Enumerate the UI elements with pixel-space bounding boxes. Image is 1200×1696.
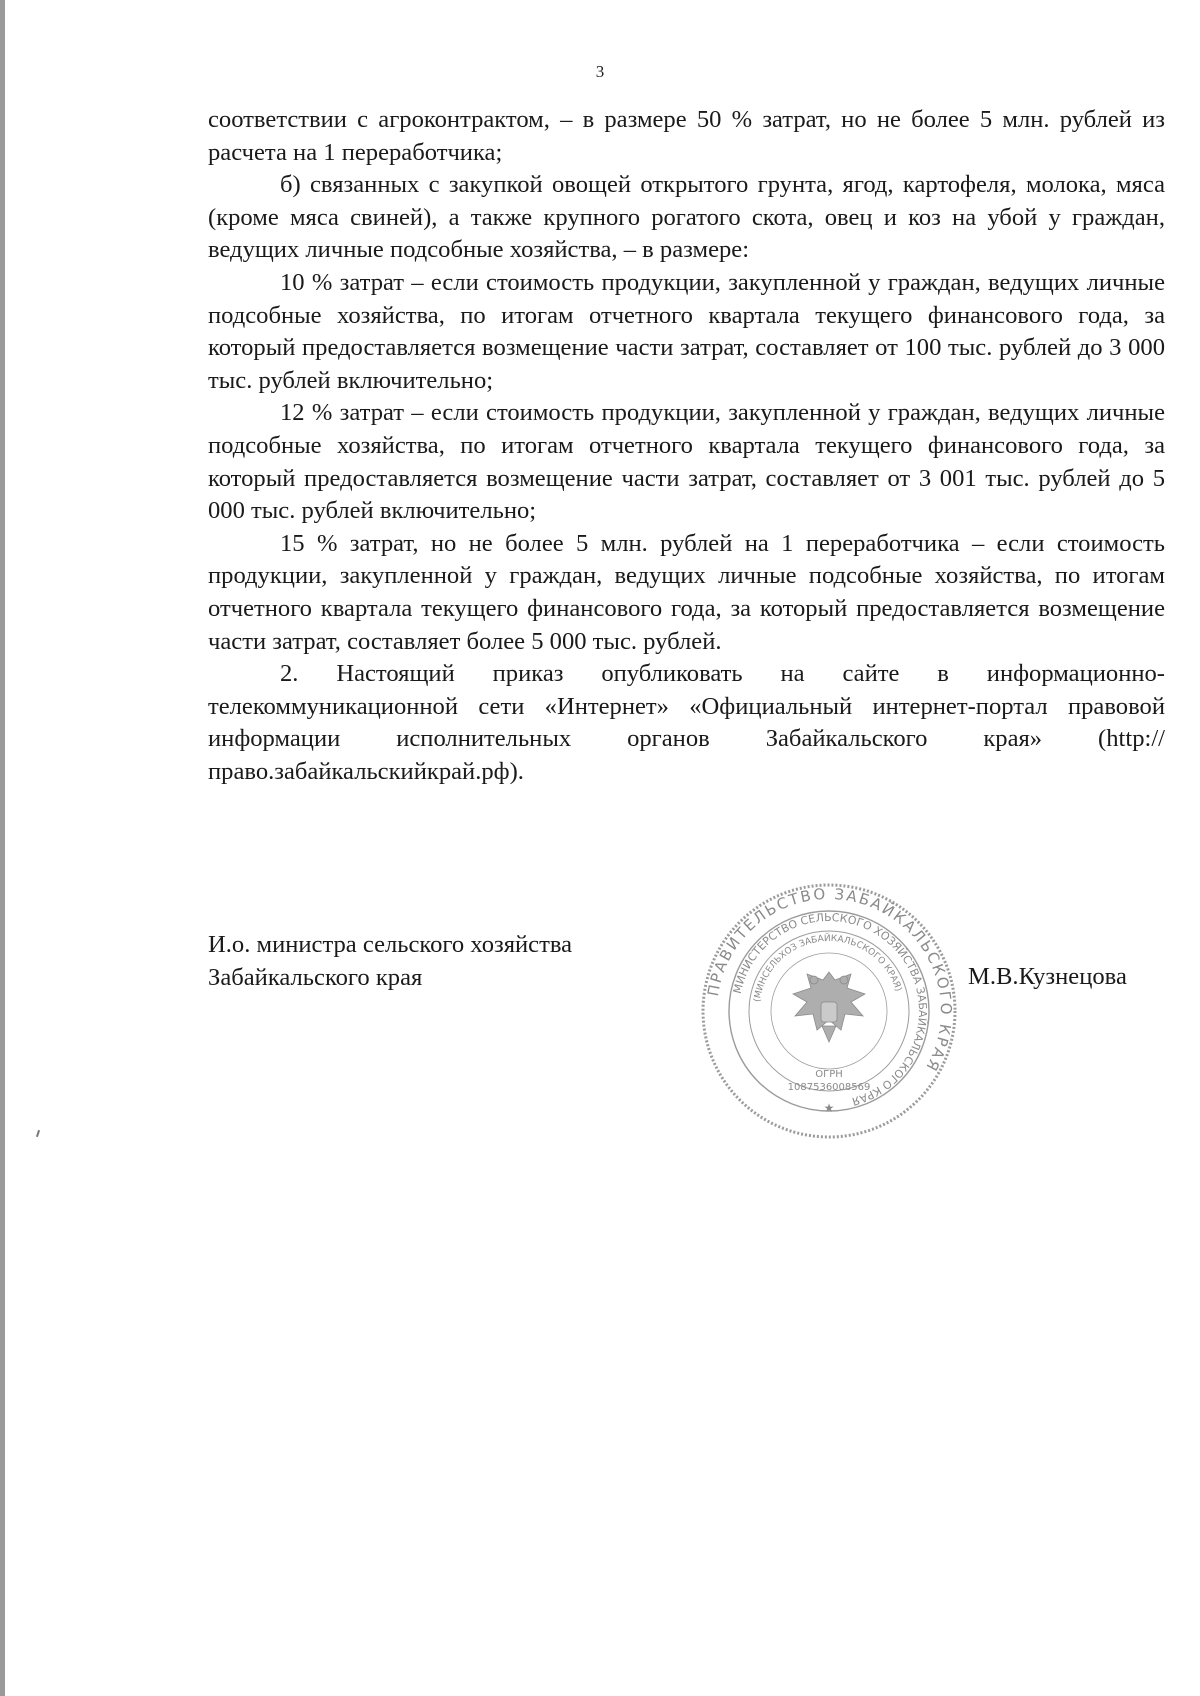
coat-of-arms-icon [793,972,865,1042]
paragraph: соответствии с агроконтрактом, – в размере 50 % затрат, но не более 5 млн. рублей из расчета на 1 переработчика; [208,106,1165,166]
paragraph: 12 % затрат – если стоимость продукции, закупленной у граждан, ведущих личные подсобные хозяйства, по итогам отчетного квартала текущего финансового года, за который предоставляется возмещение части затрат, составляет от 3 001 тыс. рублей до 5 000 тыс. рублей включительно; [208,399,1165,525]
seal-ogrn-value: 1087536008569 [787,1082,871,1093]
scan-margin-bar [0,0,5,1696]
document-body [208,104,1165,788]
paragraph: 10 % затрат – если стоимость продукции, закупленной у граждан, ведущих личные подсобные хозяйства, по итогам отчетного квартала текущего финансового года, за который предоставляется возмещение части затрат, составляет от 100 тыс. рублей до 3 000 тыс. рублей включительно; [208,268,1165,394]
seal-outer-text: ПРАВИТЕЛЬСТВО ЗАБАЙКАЛЬСКОГО КРАЯ [703,884,956,1076]
seal-abbrev-text: (МИНСЕЛЬХОЗ ЗАБАЙКАЛЬСКОГО КРАЯ) [752,933,904,1003]
seal-ogrn-label: ОГРН [815,1069,843,1080]
official-seal [698,880,960,1142]
seal-star-icon: ★ [823,1101,835,1115]
paragraph: б) связанных с закупкой овощей открытого грунта, ягод, картофеля, молока, мяса (кроме мяса свиней), а также крупного рогатого скота, овец и коз на убой у граждан, ведущих личные подсобные хозяйства, – в размере: [208,171,1165,264]
signatory-position [208,928,572,994]
position-line: Забайкальского края [208,964,423,991]
scan-speck [36,1130,40,1137]
signatory-name: М.В.Кузнецова [968,963,1127,990]
seal-inner-text: МИНИСТЕРСТВО СЕЛЬСКОГО ХОЗЯЙСТВА ЗАБАЙКАЛЬСКОГО КРАЯ [730,910,930,1108]
paragraph: 15 % затрат, но не более 5 млн. рублей на 1 переработчика – если стоимость продукции, закупленной у граждан, ведущих личные подсобные хозяйства, по итогам отчетного квартала текущего финансового года, за который предоставляется возмещение части затрат, составляет более 5 000 тыс. рублей. [208,529,1165,655]
paragraph: 2. Настоящий приказ опубликовать на сайте в информационно-телекоммуникационной сети «Интернет» «Официальный интернет-портал правовой информации исполнительных органов Забайкальского края» (http://право.забайкальскийкрай.рф). [208,660,1165,785]
page-number: 3 [595,62,605,81]
position-line: И.о. министра сельского хозяйства [208,931,573,958]
